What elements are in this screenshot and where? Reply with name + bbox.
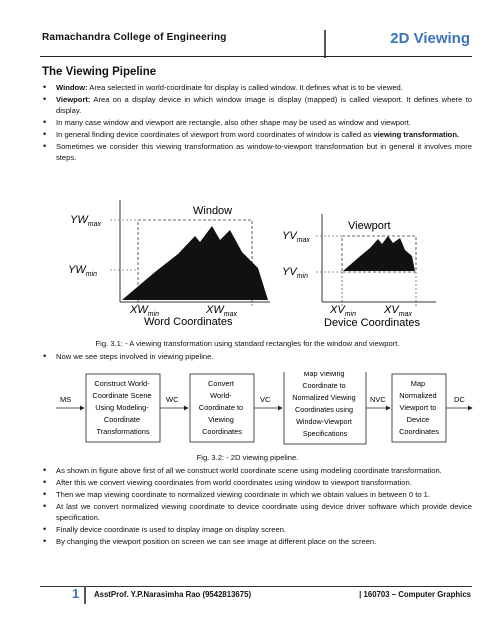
figure1-caption: Fig. 3.1: - A viewing transformation using standard rectangles for the window and viewport. <box>95 339 400 348</box>
xw-min-label: $XW_{min}$ <box>130 304 160 318</box>
topic-title: 2D Viewing <box>390 30 470 47</box>
pipeline-input-label: MS <box>60 395 72 404</box>
list-item <box>42 524 472 535</box>
list-item-text: As shown in figure above first of all we construct world coordinate scene using modeling coordinate transformation. <box>56 466 442 475</box>
list-item <box>42 501 472 523</box>
figure2-caption: Fig. 3.2: - 2D viewing pipeline. <box>196 453 299 462</box>
pipeline-steps-list <box>42 465 472 548</box>
pipeline-link-label: VC <box>260 395 271 404</box>
window-label: Window <box>193 205 233 217</box>
page-number: 1 <box>72 586 80 601</box>
term-viewport: Viewport: <box>56 95 91 104</box>
list-item <box>42 536 472 547</box>
header-divider <box>324 30 326 58</box>
yv-min-label: $YV_{min}$ <box>282 266 308 280</box>
list-item <box>42 129 472 140</box>
pipeline-step-text: Convert World- Coordinate to Viewing Coordinates <box>198 379 244 436</box>
pipeline-step-text: Map Normalized Viewport to Device Coordinates <box>399 379 439 436</box>
list-item-text: In many case window and viewport are rectangle, also other shape may be used as window and viewport. <box>56 118 411 127</box>
list-item <box>42 141 472 163</box>
xw-max-label: $XW_{max}$ <box>206 304 237 318</box>
pipeline-step-text: Map Viewing Coordinate to Normalized Viewing Coordinates using Window-Viewport Specifications <box>292 372 356 438</box>
list-item-text: Sometimes we consider this viewing transformation as window-to-viewport transformation but in general it involves more steps. <box>56 142 472 162</box>
pipeline-link-label: WC <box>166 395 179 404</box>
yw-min-label: $YW_{min}$ <box>68 264 98 278</box>
term-window: Window: <box>56 83 88 92</box>
list-item <box>42 489 472 500</box>
pipeline-svg <box>56 372 476 446</box>
definition-viewport: Area on a display device in which window image is display (mapped) is called viewport. It defines where to display. <box>56 95 472 115</box>
section-title: The Viewing Pipeline <box>42 66 157 78</box>
list-item <box>42 477 472 488</box>
world-scene-shape <box>122 226 268 300</box>
footer-divider <box>84 586 86 604</box>
list-item <box>42 117 472 128</box>
list-item-text: Now we see steps involved in viewing pipeline. <box>56 352 214 361</box>
pipeline-link-label: NVC <box>370 395 386 404</box>
list-item-text: After this we convert viewing coordinates from world coordinates using window to viewport transformation. <box>56 478 412 487</box>
course-info: | 160703 – Computer Graphics <box>359 590 471 599</box>
list-item <box>42 465 472 476</box>
viewport-scene-shape <box>343 236 415 271</box>
header-rule <box>40 56 472 57</box>
college-name: Ramachandra College of Engineering <box>42 32 227 43</box>
yv-max-label: $YV_{max}$ <box>282 230 310 244</box>
viewing-pipeline-diagram <box>56 372 476 446</box>
list-item-text: In general finding device coordinates of viewport from word coordinates of window is called as <box>56 130 374 139</box>
definition-window: Area selected in world-coordinate for display is called window. It defines what is to be viewed. <box>87 83 403 92</box>
author-info: AsstProf. Y.P.Narasimha Rao (9542813675) <box>94 590 252 599</box>
yw-max-label: $YW_{max}$ <box>70 214 101 228</box>
viewing-transformation-figure <box>60 196 440 328</box>
definitions-list <box>42 82 472 164</box>
intro-list <box>42 351 472 363</box>
list-item-text: Then we map viewing coordinate to normalized viewing coordinate in which we obtain values in between 0 to 1. <box>56 490 430 499</box>
list-item-text: By changing the viewport position on screen we can see image at different place on the screen. <box>56 537 377 546</box>
list-item-text: Finally device coordinate is used to display image on display screen. <box>56 525 287 534</box>
xv-max-label: $XV_{max}$ <box>384 304 412 318</box>
xv-min-label: $XV_{min}$ <box>330 304 356 318</box>
list-item <box>42 82 472 93</box>
device-coordinates-caption: Device Coordinates <box>324 317 420 328</box>
term-viewing-transformation: viewing transformation. <box>373 130 460 139</box>
viewport-label: Viewport <box>348 220 391 232</box>
list-item <box>42 351 472 362</box>
list-item <box>42 94 472 116</box>
page-header <box>40 30 472 54</box>
footer-rule <box>40 586 472 587</box>
list-item-text: At last we convert normalized viewing coordinate to device coordinate using device driver software which provide device specification. <box>56 502 472 522</box>
world-coordinates-caption: Word Coordinates <box>144 316 233 328</box>
pipeline-step-text: Construct World- Coordinate Scene Using Modeling- Coordinate Transformations <box>92 379 152 436</box>
window-viewport-diagram <box>60 196 440 328</box>
pipeline-output-label: DC <box>454 395 465 404</box>
